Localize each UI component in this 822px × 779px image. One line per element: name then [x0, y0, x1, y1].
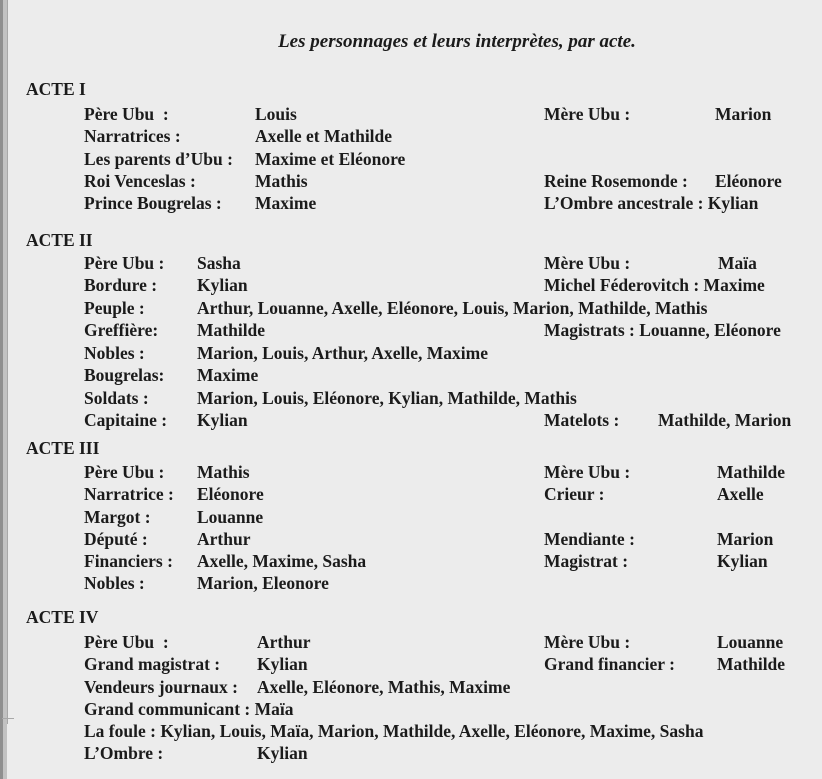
role-label: Père Ubu :	[84, 632, 169, 652]
actor-names: Louis	[255, 104, 297, 124]
actor-names: Axelle, Maxime, Sasha	[197, 551, 367, 571]
actor-names: Kylian	[257, 654, 308, 674]
actor-names: Axelle	[717, 484, 764, 504]
cast-row	[0, 698, 822, 720]
actor-names: Maïa	[718, 253, 757, 273]
actor-names: Kylian	[257, 743, 308, 763]
act-heading: ACTE IV	[26, 607, 99, 627]
role-label: Vendeurs journaux :	[84, 677, 238, 697]
role-label: Mère Ubu :	[544, 104, 631, 124]
cast-row	[0, 364, 822, 386]
role-label: Mendiante :	[544, 529, 635, 549]
cast-row	[0, 550, 822, 572]
cast-row	[0, 252, 822, 274]
cast-row	[0, 103, 822, 125]
role-label: Nobles :	[84, 573, 145, 593]
actor-names: Mathilde	[717, 462, 786, 482]
role-label: Mère Ubu :	[544, 632, 631, 652]
role-label: Peuple :	[84, 298, 145, 318]
actor-names: Mathis	[255, 171, 308, 191]
actor-names: Maxime	[255, 193, 317, 213]
actor-names: Mathilde, Marion	[658, 410, 792, 430]
cast-row	[0, 461, 822, 483]
role-label: Roi Venceslas :	[84, 171, 196, 191]
role-and-actors: Grand communicant : Maïa	[84, 699, 294, 719]
cast-row	[0, 342, 822, 364]
actor-names: Arthur, Louanne, Axelle, Eléonore, Louis, Marion, Mathilde, Mathis	[197, 298, 708, 318]
role-label: Capitaine :	[84, 410, 168, 430]
cast-row	[0, 387, 822, 409]
cast-row	[0, 528, 822, 550]
actor-names: Kylian	[197, 275, 248, 295]
cast-row	[0, 720, 822, 742]
cast-row	[0, 409, 822, 431]
role-label: Bordure :	[84, 275, 158, 295]
role-label: Crieur :	[544, 484, 605, 504]
role-label: Matelots :	[544, 410, 620, 430]
role-label: Grand financier :	[544, 654, 675, 674]
cast-row	[0, 170, 822, 192]
actor-names: Arthur	[197, 529, 251, 549]
role-label: Père Ubu :	[84, 253, 165, 273]
document-title: Les personnages et leurs interprètes, par acte.	[278, 31, 636, 52]
role-label: Prince Bougrelas :	[84, 193, 222, 213]
role-and-actors: L’Ombre ancestrale : Kylian	[544, 193, 759, 213]
cast-row	[0, 676, 822, 698]
actor-names: Marion	[715, 104, 772, 124]
actor-names: Maxime	[197, 365, 259, 385]
actor-names: Mathis	[197, 462, 250, 482]
cast-row	[0, 506, 822, 528]
cast-row	[0, 742, 822, 764]
cast-row	[0, 192, 822, 214]
actor-names: Maxime et Eléonore	[255, 149, 406, 169]
role-label: Soldats :	[84, 388, 149, 408]
actor-names: Louanne	[717, 632, 784, 652]
role-label: Nobles :	[84, 343, 145, 363]
actor-names: Axelle et Mathilde	[255, 126, 393, 146]
actor-names: Marion	[717, 529, 774, 549]
act-heading: ACTE III	[26, 438, 100, 458]
actor-names: Louanne	[197, 507, 264, 527]
role-label: Greffière:	[84, 320, 159, 340]
actor-names: Axelle, Eléonore, Mathis, Maxime	[257, 677, 511, 697]
cast-row	[0, 572, 822, 594]
role-label: Député :	[84, 529, 148, 549]
role-label: Les parents d’Ubu :	[84, 149, 233, 169]
cast-row	[0, 483, 822, 505]
actor-names: Kylian	[717, 551, 768, 571]
role-label: Grand magistrat :	[84, 654, 221, 674]
role-and-actors: Magistrats : Louanne, Eléonore	[544, 320, 781, 340]
role-label: Financiers :	[84, 551, 173, 571]
cast-row	[0, 148, 822, 170]
actor-names: Marion, Louis, Arthur, Axelle, Maxime	[197, 343, 489, 363]
role-label: Margot :	[84, 507, 151, 527]
role-label: Reine Rosemonde :	[544, 171, 688, 191]
cast-row	[0, 631, 822, 653]
actor-names: Kylian	[197, 410, 248, 430]
role-and-actors: Michel Féderovitch : Maxime	[544, 275, 765, 295]
actor-names: Sasha	[197, 253, 241, 273]
role-label: Père Ubu :	[84, 462, 165, 482]
role-label: L’Ombre :	[84, 743, 164, 763]
actor-names: Eléonore	[715, 171, 782, 191]
cast-row	[0, 297, 822, 319]
role-label: Père Ubu :	[84, 104, 169, 124]
role-label: Bougrelas:	[84, 365, 165, 385]
act-heading: ACTE II	[26, 230, 93, 250]
actor-names: Mathilde	[717, 654, 786, 674]
cast-row	[0, 319, 822, 341]
act-heading: ACTE I	[26, 79, 86, 99]
role-label: Magistrat :	[544, 551, 629, 571]
role-label: Narratrice :	[84, 484, 174, 504]
cast-row	[0, 125, 822, 147]
role-label: Narratrices :	[84, 126, 181, 146]
role-label: Mère Ubu :	[544, 462, 631, 482]
role-and-actors: La foule : Kylian, Louis, Maïa, Marion, Mathilde, Axelle, Eléonore, Maxime, Sasha	[84, 721, 704, 741]
actor-names: Marion, Louis, Eléonore, Kylian, Mathilde, Mathis	[197, 388, 577, 408]
actor-names: Marion, Eleonore	[197, 573, 329, 593]
role-label: Mère Ubu :	[544, 253, 631, 273]
actor-names: Mathilde	[197, 320, 266, 340]
actor-names: Eléonore	[197, 484, 264, 504]
actor-names: Arthur	[257, 632, 311, 652]
cast-row	[0, 274, 822, 296]
cast-row	[0, 653, 822, 675]
